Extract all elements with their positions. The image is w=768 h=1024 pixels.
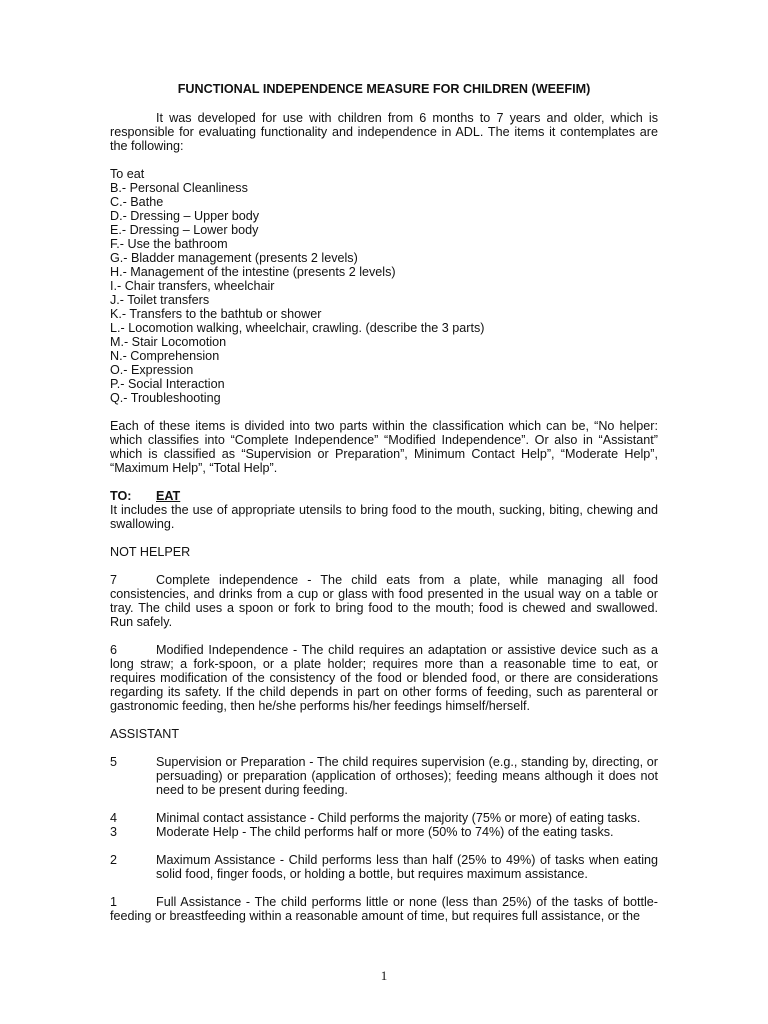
list-item: L.- Locomotion walking, wheelchair, crawling. (describe the 3 parts) [110, 321, 485, 335]
document-title: FUNCTIONAL INDEPENDENCE MEASURE FOR CHILDREN (WEEFIM) [177, 82, 591, 96]
intro-paragraph: It was developed for use with children from 6 months to 7 years and older, which is responsible for evaluating functionality and independence in ADL. The items it contemplates are the following: [110, 111, 658, 153]
list-item: I.- Chair transfers, wheelchair [110, 279, 275, 293]
list-item: K.- Transfers to the bathtub or shower [110, 307, 322, 321]
classification-paragraph: Each of these items is divided into two parts within the classification which can be, “No helper: which classifies into “Complete Independence” “Modified Independence”. Or also in “Assistant” which is classified as “Supervision or Preparation”, Minimum Contact Help”, “Moderate Help”, “Maximum Help”, “Total Help”. [110, 419, 658, 475]
list-item: D.- Dressing – Upper body [110, 209, 260, 223]
section-heading [110, 489, 658, 503]
list-item: C.- Bathe [110, 195, 164, 209]
level-4-row [110, 811, 658, 825]
section-description: It includes the use of appropriate utensils to bring food to the mouth, sucking, biting, chewing and swallowing. [110, 503, 658, 531]
level-text: Minimal contact assistance - Child performs the majority (75% or more) of eating tasks. [156, 811, 641, 825]
section-word: EAT [156, 489, 181, 503]
list-item: Q.- Troubleshooting [110, 391, 221, 405]
level-number: 2 [110, 853, 118, 867]
list-item: N.- Comprehension [110, 349, 220, 363]
list-item: B.- Personal Cleanliness [110, 181, 248, 195]
level-number: 3 [110, 825, 118, 839]
level-number: 7 [110, 573, 118, 587]
level-number: 1 [110, 895, 118, 909]
section-label: TO: [110, 489, 132, 503]
list-item: J.- Toilet transfers [110, 293, 210, 307]
list-item: F.- Use the bathroom [110, 237, 228, 251]
level-2-row [110, 853, 658, 881]
level-number: 5 [110, 755, 118, 769]
level-text: Moderate Help - The child performs half or more (50% to 74%) of the eating tasks. [156, 825, 614, 839]
assistant-heading: ASSISTANT [110, 727, 180, 741]
level-number: 4 [110, 811, 118, 825]
items-list [110, 167, 658, 405]
level-text: Full Assistance - The child performs little or none (less than 25%) of the tasks of bottle-feeding or breastfeeding within a reasonable amount of time, but requires full assistance, or the [110, 895, 658, 923]
document-body [110, 82, 658, 923]
list-item: O.- Expression [110, 363, 194, 377]
list-item: P.- Social Interaction [110, 377, 225, 391]
list-item: M.- Stair Locomotion [110, 335, 227, 349]
level-5-row [110, 755, 658, 797]
level-1-row [110, 895, 658, 923]
level-7-row [110, 573, 658, 629]
level-3-row [110, 825, 658, 839]
level-text: Complete independence - The child eats from a plate, while managing all food consistencies, and drinks from a cup or glass with food presented in the usual way on a table or tray. The child uses a spoon or fork to bring food to the mouth; food is chewed and swallowed. Run safely. [110, 573, 658, 629]
list-item: G.- Bladder management (presents 2 levels) [110, 251, 358, 265]
not-helper-heading: NOT HELPER [110, 545, 191, 559]
level-text: Maximum Assistance - Child performs less than half (25% to 49%) of tasks when eating solid food, finger foods, or holding a bottle, but requires maximum assistance. [156, 853, 658, 881]
list-item: E.- Dressing – Lower body [110, 223, 259, 237]
list-item: To eat [110, 167, 145, 181]
level-text: Modified Independence - The child requires an adaptation or assistive device such as a long straw; a fork-spoon, or a plate holder; requires more than a reasonable time to eat, or requires modification of the consistency of the food or blended food, or there are considerations regarding its safety. If the child depends in part on other forms of feeding, such as parenteral or gastronomic feeding, then he/she performs his/her feedings himself/herself. [110, 643, 658, 713]
list-item: H.- Management of the intestine (presents 2 levels) [110, 265, 396, 279]
level-text: Supervision or Preparation - The child requires supervision (e.g., standing by, directing, or persuading) or preparation (application of orthoses); feeding means although it does not need to be present during feeding. [156, 755, 658, 797]
level-6-row [110, 643, 658, 713]
level-number: 6 [110, 643, 118, 657]
page-number: 1 [380, 968, 388, 983]
